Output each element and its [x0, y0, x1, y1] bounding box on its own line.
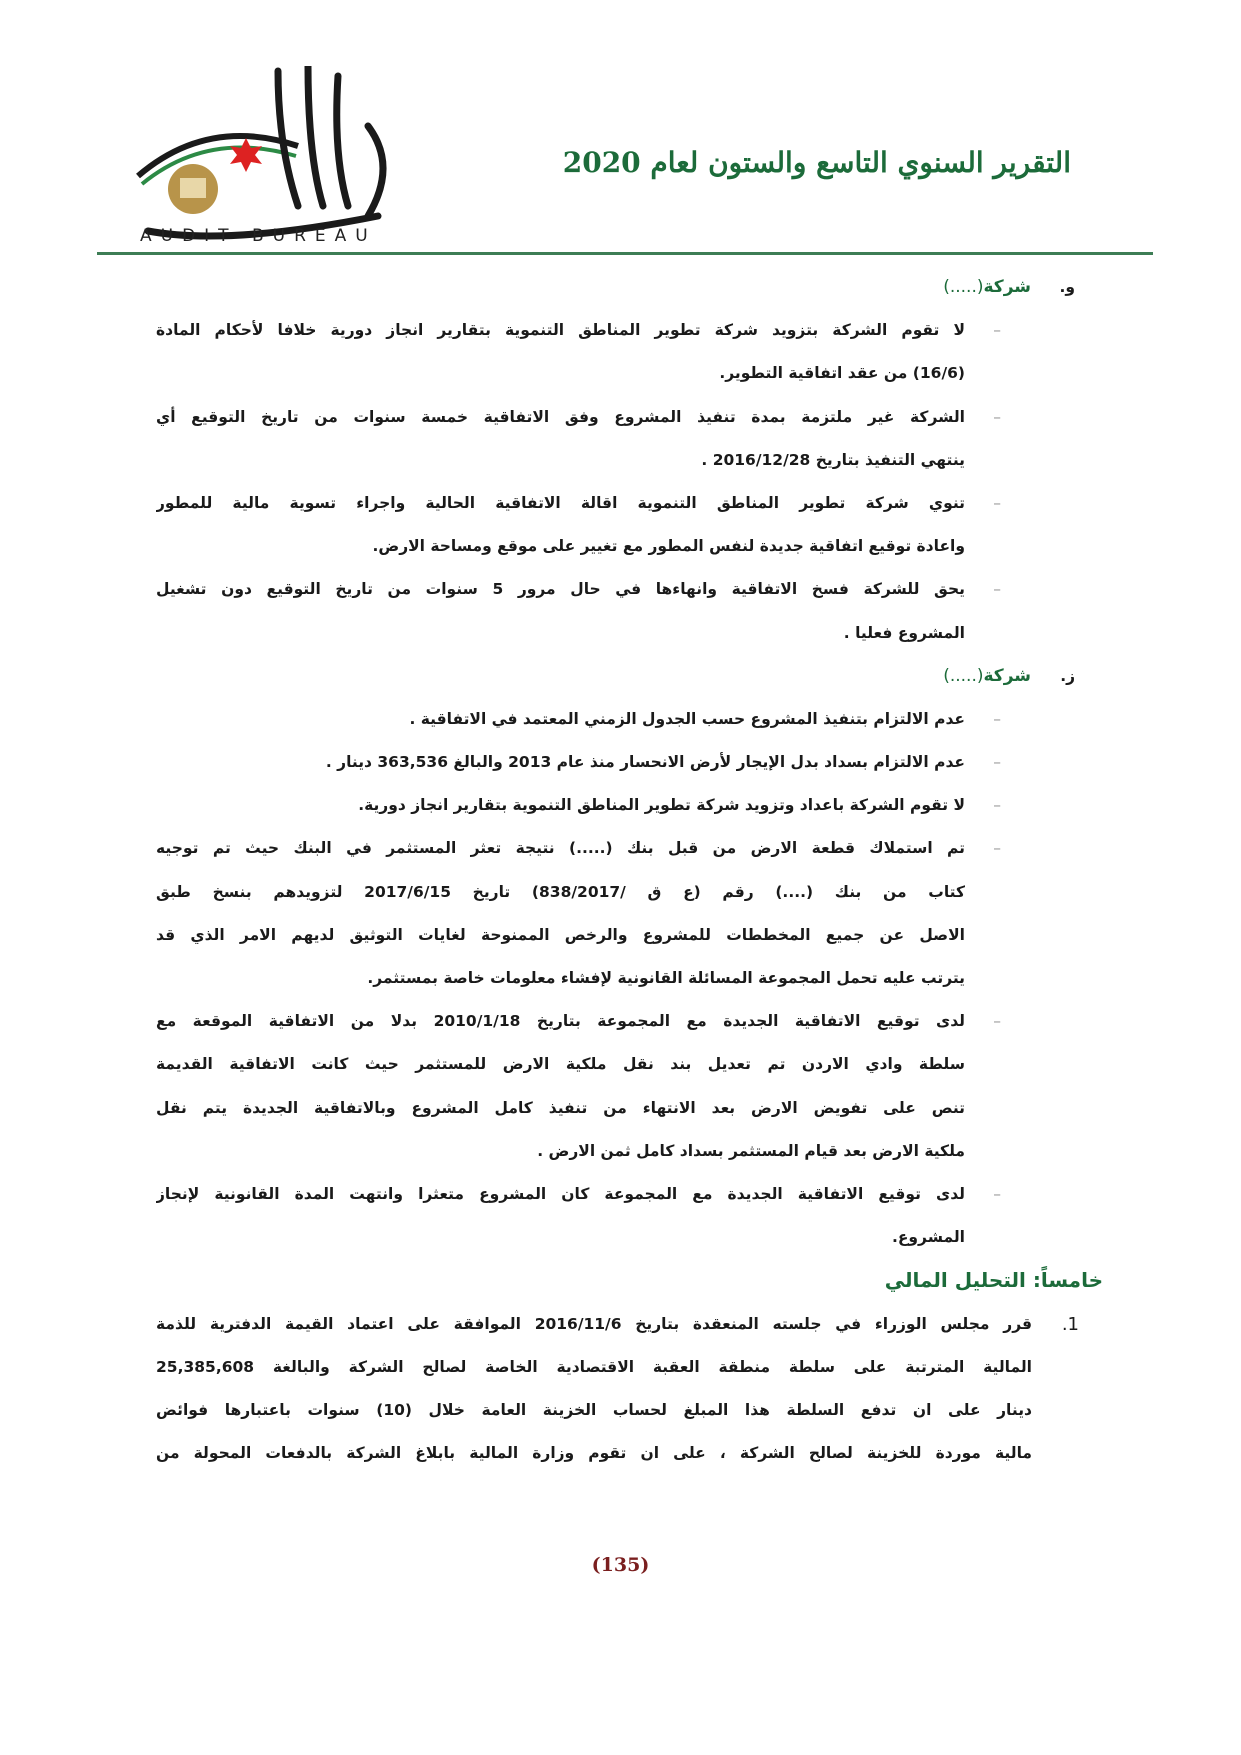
bullet-dash-icon: – [993, 1184, 1001, 1203]
bullet-text: سلطة وادي الاردن تم تعديل بند نقل ملكية الارض للمستثمر حيث كانت الاتفاقية القديمة [156, 1055, 965, 1074]
bullet-text: المشروع فعليا . [843, 623, 965, 642]
bullet-line [0, 396, 1241, 439]
bullet-text: (16/6) من عقد اتفاقية التطوير. [719, 364, 965, 383]
bullet-line [0, 1130, 1241, 1173]
item-text: قرر مجلس الوزراء في جلسته المنعقدة بتاريخ 2016/11/6 الموافقة على اعتماد القيمة الدفترية للذمة [156, 1314, 1032, 1333]
company-label: شركة [983, 665, 1031, 686]
bullet-text: عدم الالتزام بتنفيذ المشروع حسب الجدول الزمني المعتمد في الاتفاقية . [409, 709, 965, 728]
subsection-heading [0, 655, 1241, 698]
company-placeholder: (.....) [943, 665, 984, 686]
text-row [0, 1259, 1241, 1302]
report-title: التقرير السنوي التاسع والستون لعام 2020 [562, 146, 1071, 179]
bullet-line [0, 309, 1241, 352]
bullet-line [0, 1087, 1241, 1130]
bullet-text: عدم الالتزام بسداد بدل الإيجار لأرض الانحسار منذ عام 2013 والبالغ 363,536 دينار . [325, 753, 965, 772]
numbered-item-line [0, 1389, 1241, 1432]
company-name [943, 266, 1031, 309]
bullet-line [0, 352, 1241, 395]
bullet-dash-icon: – [993, 407, 1001, 426]
section-heading: خامساً: التحليل المالي [884, 1268, 1103, 1293]
bullet-line [0, 1043, 1241, 1086]
bullet-dash-icon: – [993, 493, 1001, 512]
company-placeholder: (.....) [943, 277, 984, 297]
company-label: شركة [983, 277, 1031, 297]
item-text: دينار على ان تدفع السلطة هذا المبلغ لحساب الخزينة العامة خلال (10) سنوات باعتبارها فوائض [156, 1400, 1032, 1419]
bullet-line [0, 612, 1241, 655]
bullet-text: ملكية الارض بعد قيام المستثمر بسداد كامل ثمن الارض . [537, 1141, 965, 1160]
page-number: (135) [591, 1554, 650, 1576]
bullet-line [0, 1216, 1241, 1259]
item-text: مالية موردة للخزينة لصالح الشركة ، على ان تقوم وزارة المالية بابلاغ الشركة بالدفعات المحولة من [156, 1444, 1032, 1463]
bullet-text: لدى توقيع الاتفاقية الجديدة مع المجموعة بتاريخ 2010/1/18 بدلا من الاتفاقية الموقعة مع [156, 1012, 965, 1031]
bullet-text: ينتهي التنفيذ بتاريخ 2016/12/28 . [701, 450, 965, 469]
bullet-line [0, 1000, 1241, 1043]
bullet-dash-icon: – [993, 753, 1001, 772]
document-body [0, 266, 1241, 1475]
bullet-line [0, 698, 1241, 741]
bullet-text: لا تقوم الشركة باعداد وتزويد شركة تطوير المناطق التنموية بتقارير انجاز دورية. [358, 796, 965, 815]
bullet-line [0, 871, 1241, 914]
bullet-text: تم استملاك قطعة الارض من قبل بنك (.....) نتيجة تعثر المستثمر في البنك حيث تم توجيه [156, 839, 965, 858]
bullet-line [0, 827, 1241, 870]
bullet-line [0, 914, 1241, 957]
bullet-dash-icon: – [993, 796, 1001, 815]
bullet-text: لا تقوم الشركة بتزويد شركة تطوير المناطق التنموية بتقارير انجاز دورية خلافا لأحكام المادة [156, 321, 965, 340]
company-name [943, 655, 1031, 698]
bullet-line [0, 482, 1241, 525]
bullet-text: المشروع. [891, 1228, 965, 1247]
bullet-text: كتاب من بنك (....) رقم (ع ق /838/2017) تاريخ 2017/6/15 لتزويدهم بنسخ طبق [156, 882, 965, 901]
bullet-line [0, 568, 1241, 611]
bullet-line [0, 1173, 1241, 1216]
logo-english-text: AUDIT BUREAU [140, 226, 377, 246]
bullet-text: تنص على تفويض الارض بعد الانتهاء من تنفيذ كامل المشروع وبالاتفاقية الجديدة يتم نقل [156, 1098, 965, 1117]
bullet-dash-icon: – [993, 1012, 1001, 1031]
item-number: 1. [1061, 1313, 1079, 1335]
bullet-dash-icon: – [993, 580, 1001, 599]
bullet-line [0, 439, 1241, 482]
bullet-text: واعادة توقيع اتفاقية جديدة لنفس المطور مع تغيير على موقع ومساحة الارض. [372, 537, 965, 556]
bullet-text: الشركة غير ملتزمة بمدة تنفيذ المشروع وفق الاتفاقية خمسة سنوات من تاريخ التوقيع أي [156, 407, 965, 426]
numbered-item-line [0, 1303, 1241, 1346]
bullet-text: الاصل عن جميع المخططات للمشروع والرخص الممنوحة لغايات التوثيق لديهم الامر الذي قد [156, 925, 965, 944]
bullet-text: يحق للشركة فسخ الاتفاقية وانهاءها في حال مرور 5 سنوات من تاريخ التوقيع دون تشغيل [156, 580, 965, 599]
bullet-line [0, 741, 1241, 784]
bullet-dash-icon: – [993, 709, 1001, 728]
bullet-text: لدى توقيع الاتفاقية الجديدة مع المجموعة كان المشروع متعثرا وانتهت المدة القانونية لإنجاز [156, 1184, 965, 1203]
subsection-letter: ز. [1060, 666, 1075, 685]
subsection-heading [0, 266, 1241, 309]
bullet-line [0, 784, 1241, 827]
bullet-text: تنوي شركة تطوير المناطق التنموية اقالة الاتفاقية الحالية واجراء تسوية مالية للمطور [156, 493, 965, 512]
bullet-line [0, 957, 1241, 1000]
header-divider [97, 252, 1153, 255]
bullet-dash-icon: – [993, 839, 1001, 858]
numbered-item-line [0, 1432, 1241, 1475]
bullet-line [0, 525, 1241, 568]
item-text: المالية المترتبة على سلطة منطقة العقبة الاقتصادية الخاصة لصالح الشركة والبالغة 25,385,608 [156, 1357, 1032, 1376]
bullet-text: يترتب عليه تحمل المجموعة المسائلة القانونية لإفشاء معلومات خاصة بمستثمر. [367, 969, 965, 987]
subsection-letter: و. [1059, 278, 1075, 296]
numbered-item-line [0, 1346, 1241, 1389]
bullet-dash-icon: – [993, 321, 1001, 340]
